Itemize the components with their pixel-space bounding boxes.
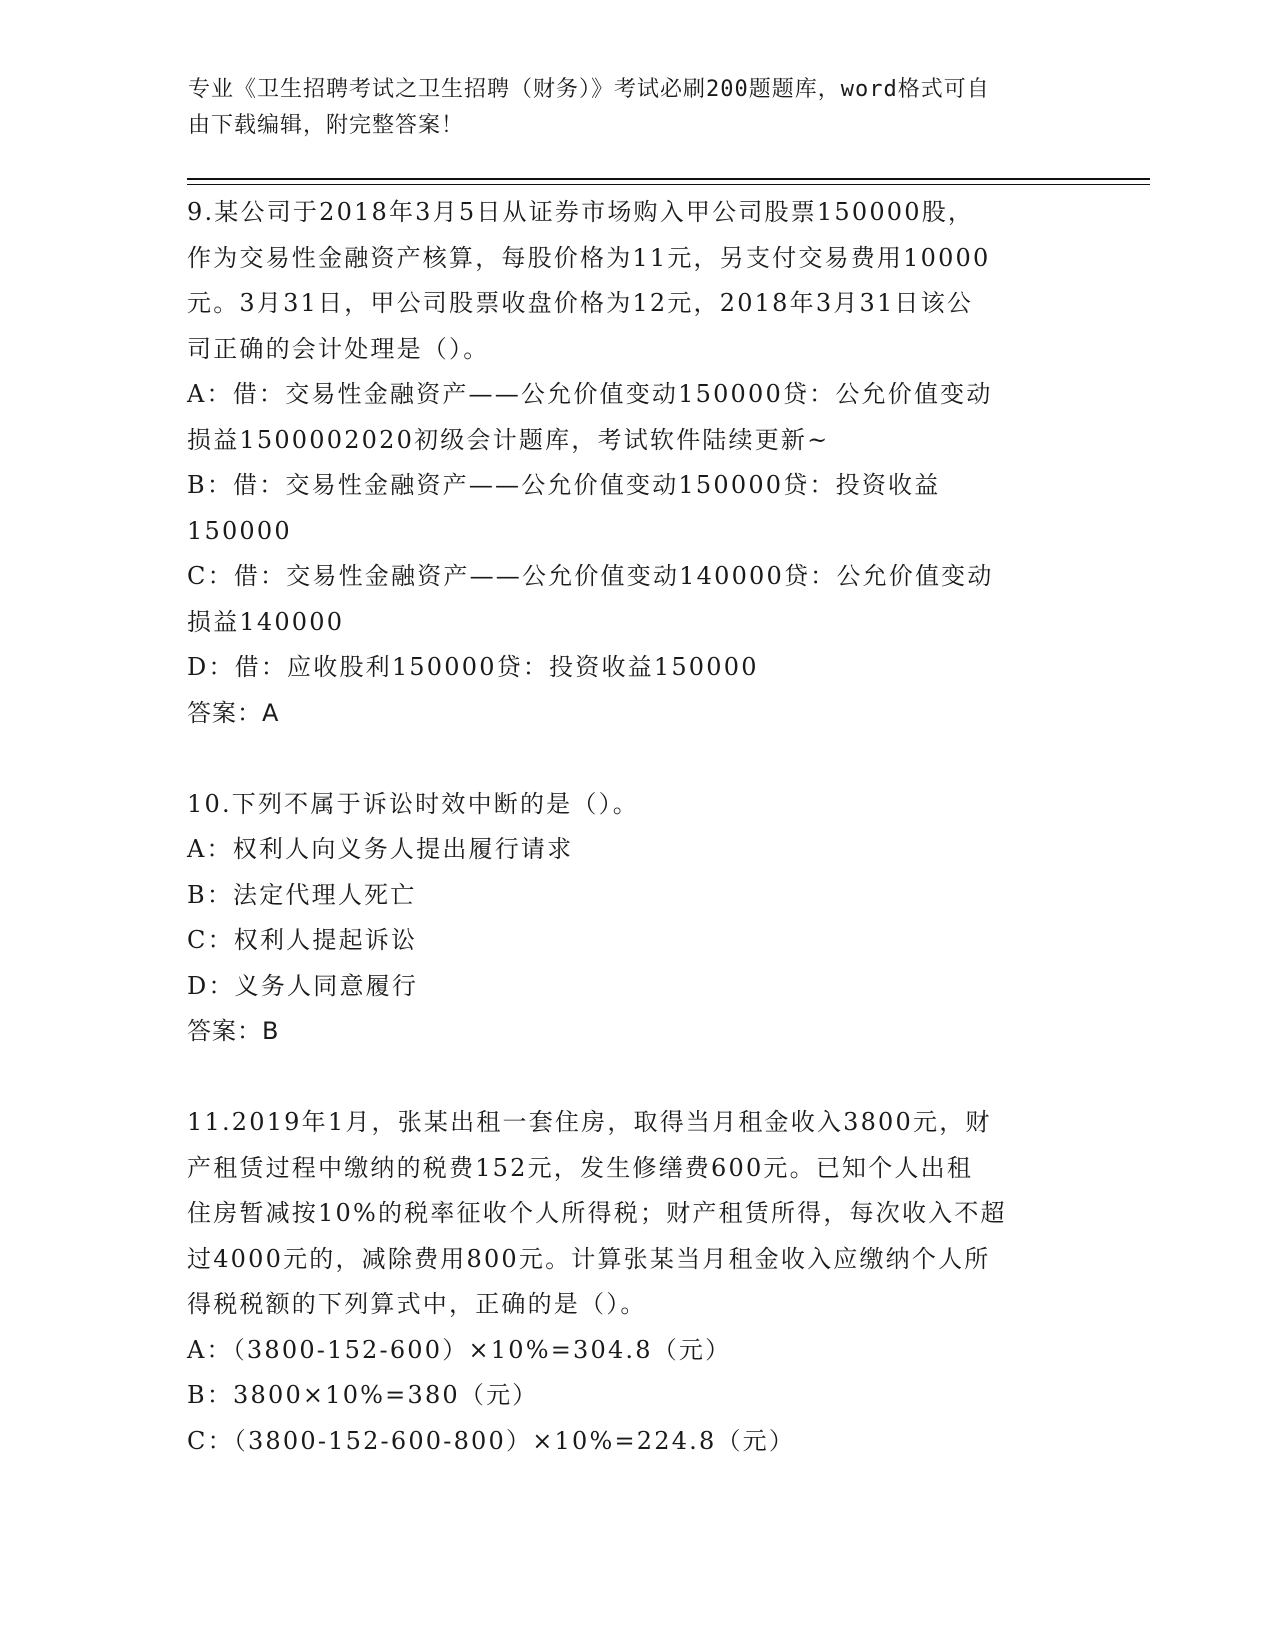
answer-label: 答案：A	[187, 698, 280, 727]
option-text-line: A：借：交易性金融资产——公允价值变动150000贷：公允价值变动	[187, 380, 993, 408]
spacer	[187, 1055, 1087, 1101]
option-d: D：义务人同意履行	[187, 971, 419, 1000]
question-text-line: 过4000元的，减除费用800元。计算张某当月租金收入应缴纳个人所	[187, 1244, 991, 1273]
question-text-line: 产租赁过程中缴纳的税费152元，发生修缮费600元。已知个人出租	[187, 1153, 974, 1182]
question-text-line: 住房暂减按10%的税率征收个人所得税；财产租赁所得，每次收入不超	[187, 1199, 1007, 1227]
option-a: A：权利人向义务人提出履行请求	[187, 835, 574, 863]
option-d	[187, 645, 1087, 691]
option-text-line: B：借：交易性金融资产——公允价值变动150000贷：投资收益	[187, 471, 941, 499]
option-c: C：（3800-152-600-800）×10%=224.8（元）	[187, 1426, 796, 1455]
option-text-line: 损益1500002020初级会计题库，考试软件陆续更新~	[187, 425, 830, 454]
option-c: C：权利人提起诉讼	[187, 926, 418, 954]
question-text-line: 元。3月31日，甲公司股票收盘价格为12元，2018年3月31日该公	[187, 289, 974, 317]
question-10	[187, 782, 1087, 1055]
option-b	[187, 463, 1087, 554]
question-list	[187, 190, 1087, 1464]
option-b: B：法定代理人死亡	[187, 880, 417, 909]
option-text-line: C：借：交易性金融资产——公允价值变动140000贷：公允价值变动	[187, 562, 994, 590]
spacer	[187, 736, 1087, 782]
header-divider-thick	[187, 178, 1150, 180]
option-a	[187, 372, 1087, 463]
question-9	[187, 190, 1087, 736]
option-text-line: D：借：应收股利150000贷：投资收益150000	[187, 653, 759, 681]
question-text-line: 10.下列不属于诉讼时效中断的是（）。	[187, 789, 639, 818]
question-text-line: 得税税额的下列算式中，正确的是（）。	[187, 1290, 647, 1318]
question-text-line: 9.某公司于2018年3月5日从证券市场购入甲公司股票150000股，	[187, 198, 975, 226]
header-line-2: 由下载编辑，附完整答案！	[188, 113, 465, 138]
option-text-line: 150000	[187, 516, 292, 545]
option-c	[187, 554, 1087, 645]
question-text-line: 11.2019年1月，张某出租一套住房，取得当月租金收入3800元，财	[187, 1108, 992, 1136]
answer-label: 答案：B	[187, 1017, 280, 1045]
option-b: B：3800×10%=380（元）	[187, 1381, 539, 1409]
header-divider-thin	[187, 184, 1150, 185]
option-a: A：（3800-152-600）×10%=304.8（元）	[187, 1335, 732, 1364]
question-text-line: 作为交易性金融资产核算，每股价格为11元，另支付交易费用10000	[187, 243, 991, 272]
document-header	[188, 72, 1068, 144]
header-line-1: 专业《卫生招聘考试之卫生招聘（财务）》考试必刷200题题库，word格式可自	[188, 77, 990, 102]
question-text-line: 司正确的会计处理是（）。	[187, 334, 490, 363]
option-text-line: 损益140000	[187, 607, 345, 636]
question-11	[187, 1100, 1087, 1464]
